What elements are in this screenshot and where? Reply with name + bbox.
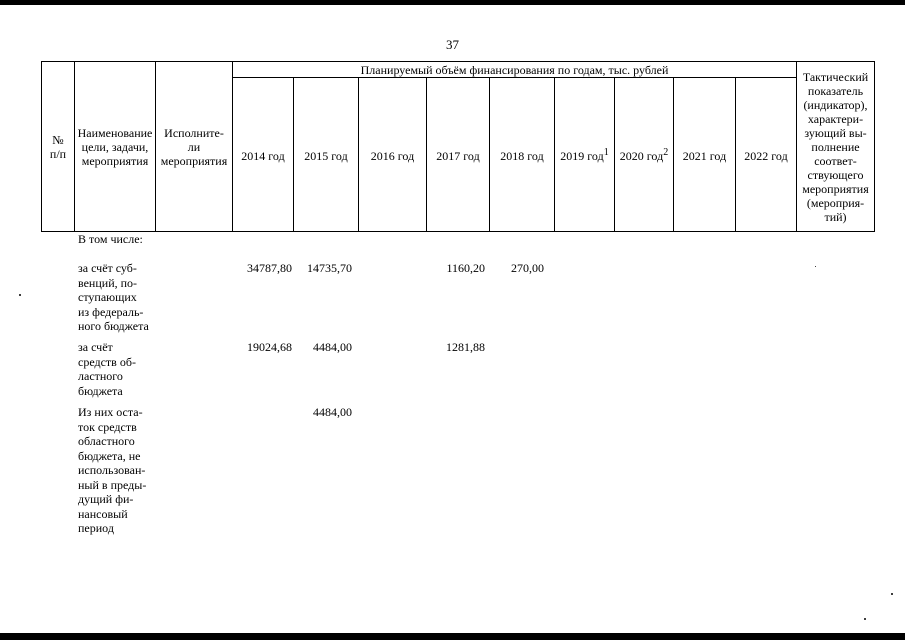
scan-speck [891, 593, 893, 595]
cell-federal-2018: 270,00 [511, 261, 544, 275]
row-label-unused-remainder: Из них оста- ток средств областного бюджета, не использован- ный в преды- дущий фи- нансовый период [78, 405, 147, 535]
cell-regional-2014: 19024,68 [247, 340, 292, 354]
scan-bottom-edge [0, 633, 905, 640]
cell-federal-2014: 34787,80 [247, 261, 292, 275]
cell-regional-2017: 1281,88 [446, 340, 485, 354]
header-year-2020: 2020 год$^2$ [615, 78, 674, 232]
header-indicator: Тактический показатель (индикатор), характери- зующий вы- полнение соответ- ствующего мероприятия (мероприя- тий) [797, 62, 875, 232]
table-caption: В том числе: [78, 232, 143, 246]
scan-top-edge [0, 0, 905, 5]
cell-federal-2017: 1160,20 [446, 261, 485, 275]
header-year-2014: 2014 год [233, 78, 294, 232]
header-financing-group: Планируемый объём финансирования по годам, тыс. рублей [233, 62, 797, 78]
header-year-2017: 2017 год [427, 78, 490, 232]
page-number: 37 [446, 37, 459, 52]
scan-speck [815, 266, 816, 267]
row-label-federal-subsidies: за счёт суб- венций, по- ступающих из федераль- ного бюджета [78, 261, 149, 333]
header-year-2022: 2022 год [736, 78, 797, 232]
financing-table-header [41, 61, 875, 232]
scan-speck [864, 618, 866, 620]
header-year-2021: 2021 год [674, 78, 736, 232]
header-name: Наименование цели, задачи, мероприятия [75, 62, 156, 232]
row-label-regional-budget: за счёт средств об- ластного бюджета [78, 340, 136, 398]
header-year-2019: 2019 год$^1$ [555, 78, 615, 232]
header-year-2015: 2015 год [294, 78, 359, 232]
header-year-2016: 2016 год [359, 78, 427, 232]
header-executor: Исполните- ли мероприятия [156, 62, 233, 232]
cell-federal-2015: 14735,70 [307, 261, 352, 275]
scan-speck [19, 294, 21, 296]
cell-regional-2015: 4484,00 [313, 340, 352, 354]
header-year-2018: 2018 год [490, 78, 555, 232]
cell-remainder-2015: 4484,00 [313, 405, 352, 419]
header-num: № п/п [42, 62, 75, 232]
